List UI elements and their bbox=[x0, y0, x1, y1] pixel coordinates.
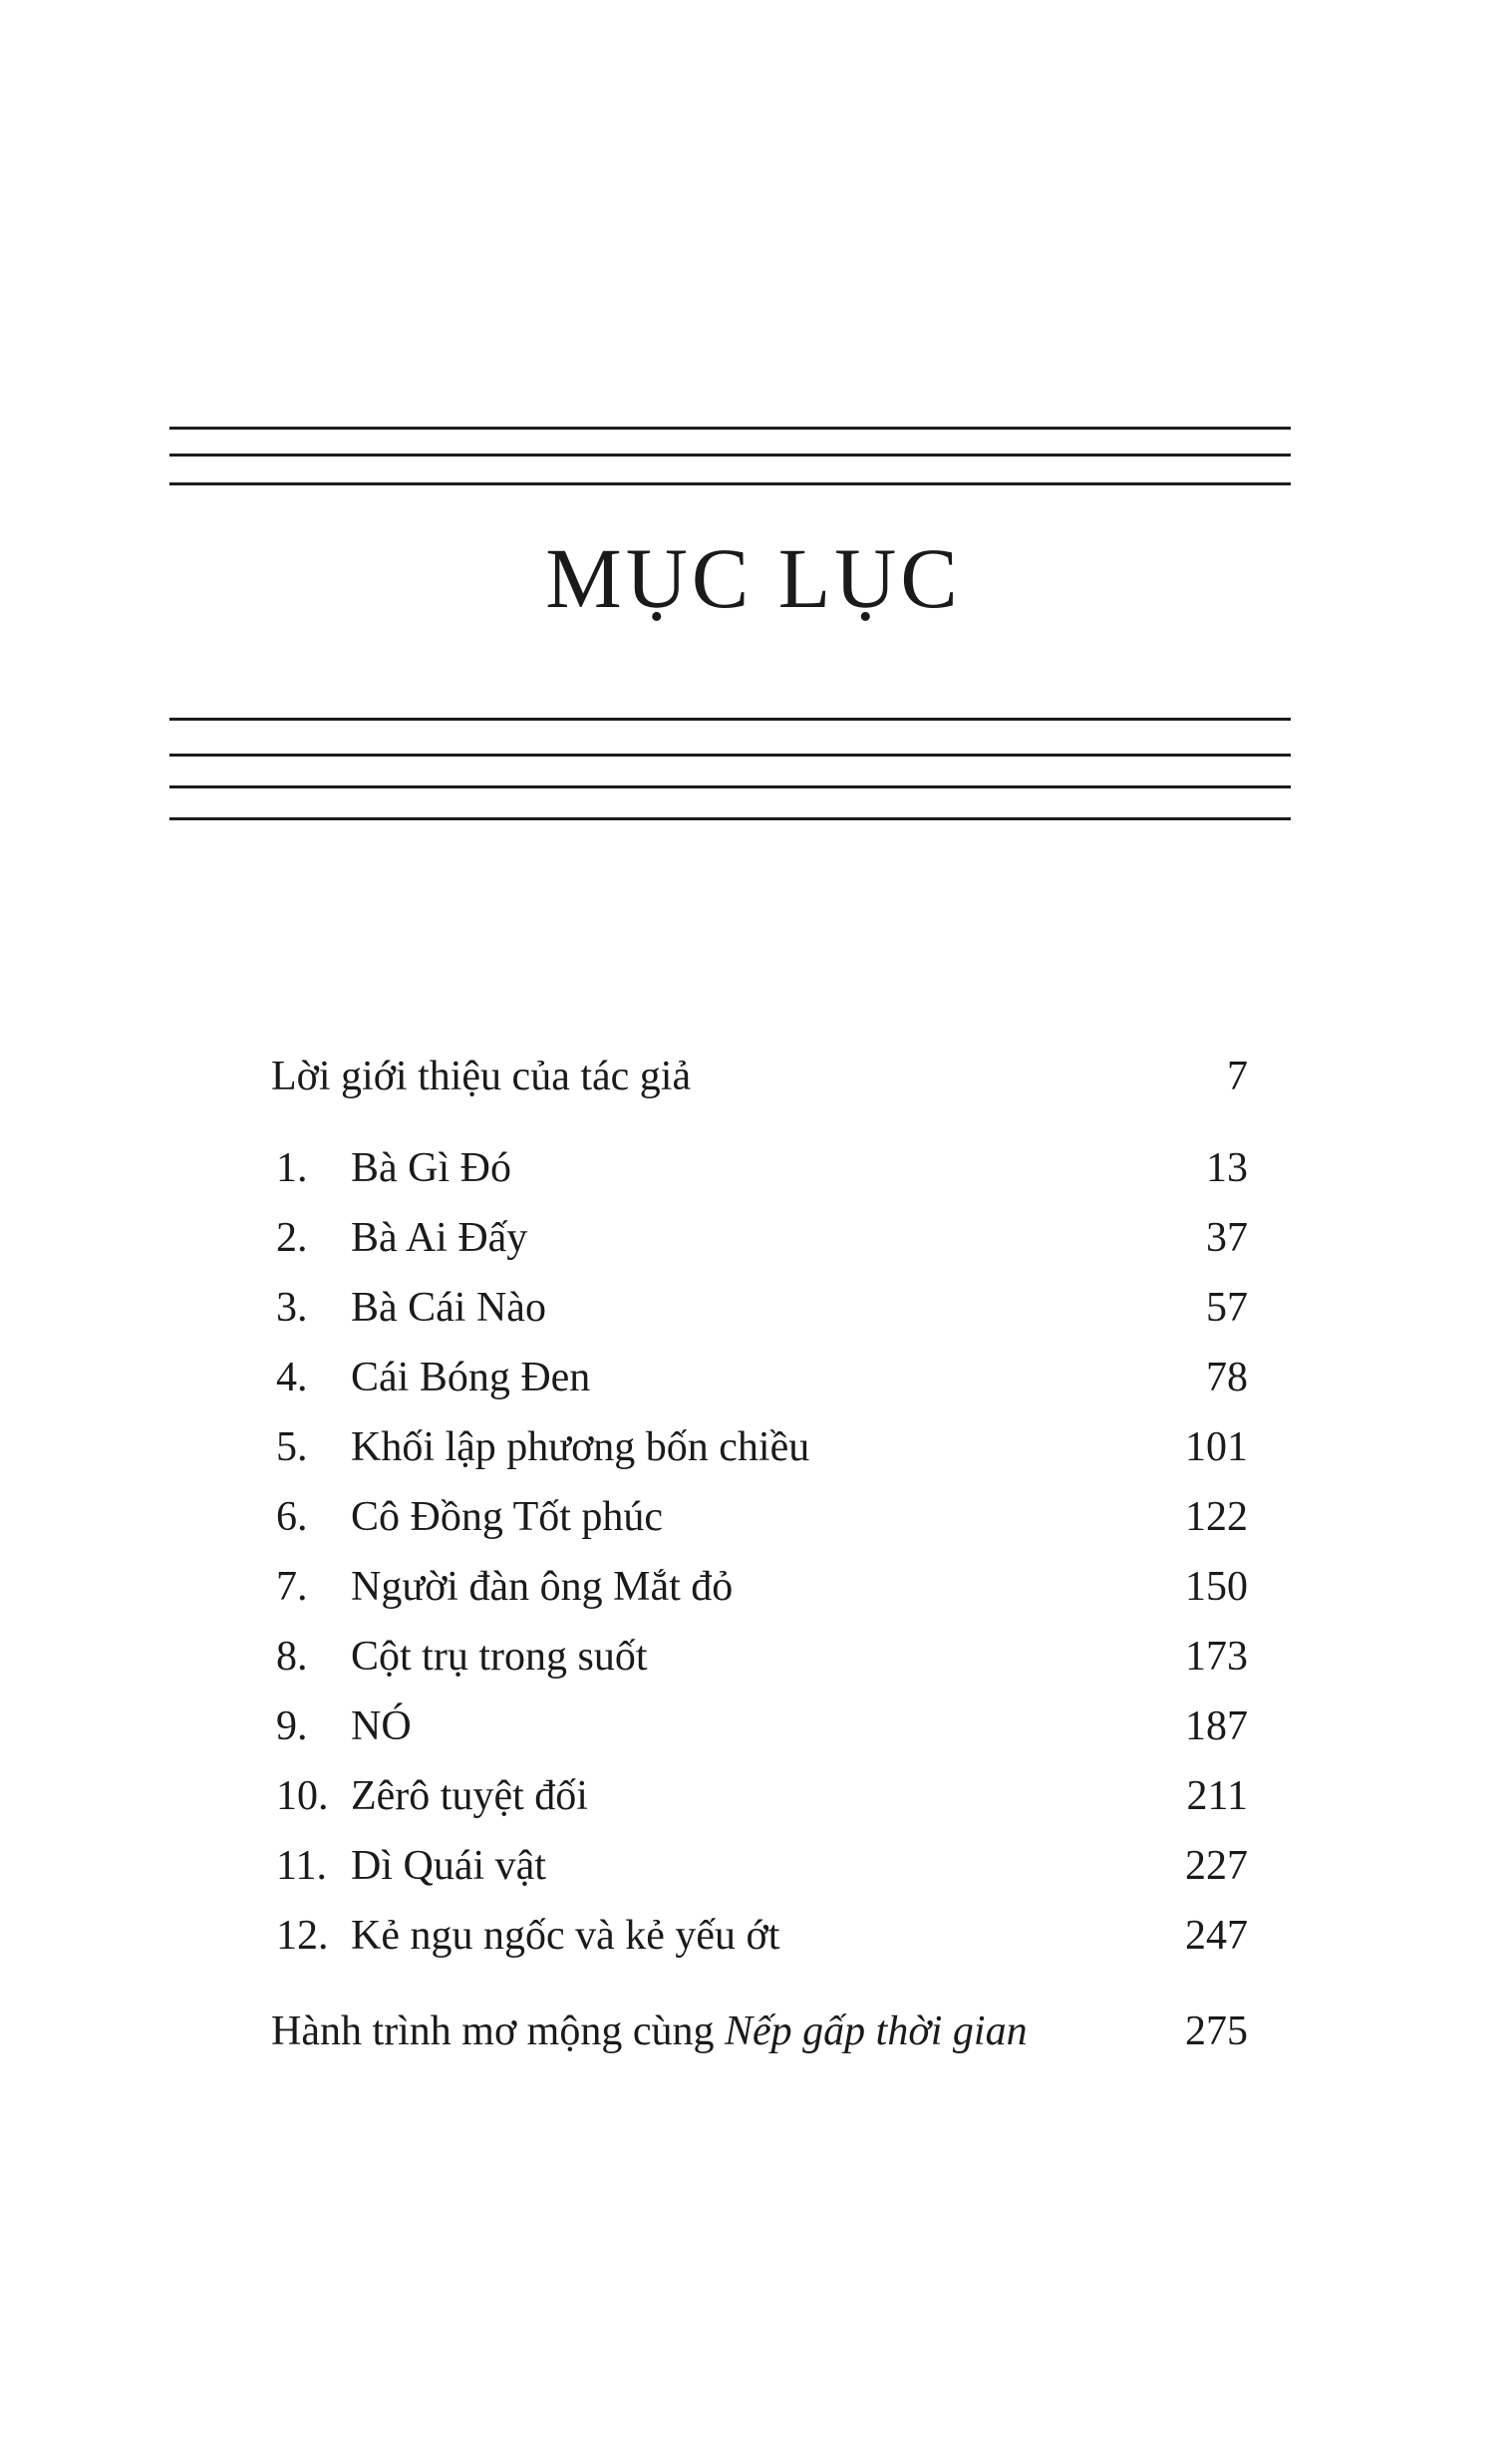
chapter-list bbox=[271, 1133, 1248, 1971]
entry-number: 7. bbox=[276, 1564, 308, 1610]
entry-number: 4. bbox=[276, 1355, 308, 1400]
top-rule-3 bbox=[169, 482, 1291, 485]
entry-page: 173 bbox=[1185, 1634, 1248, 1680]
entry-page: 275 bbox=[1185, 2008, 1248, 2054]
entry-page: 150 bbox=[1185, 1564, 1248, 1610]
entry-number: 12. bbox=[276, 1913, 329, 1959]
entry-number: 9. bbox=[276, 1703, 308, 1749]
entry-page: 78 bbox=[1206, 1355, 1248, 1400]
entry-number: 10. bbox=[276, 1773, 329, 1819]
entry-number: 3. bbox=[276, 1285, 308, 1331]
toc-entry-intro[interactable] bbox=[271, 1042, 1248, 1111]
entry-label: NÓ bbox=[351, 1703, 412, 1749]
entry-page: 187 bbox=[1185, 1703, 1248, 1749]
toc-entry-chapter[interactable] bbox=[271, 1482, 1248, 1552]
entry-page: 57 bbox=[1206, 1285, 1248, 1331]
toc-entry-chapter[interactable] bbox=[271, 1203, 1248, 1273]
entry-page: 7 bbox=[1227, 1054, 1248, 1099]
entry-number: 5. bbox=[276, 1424, 308, 1470]
entry-label: Dì Quái vật bbox=[351, 1843, 546, 1889]
bottom-rule-3 bbox=[169, 785, 1291, 788]
top-rule-2 bbox=[169, 454, 1291, 457]
entry-label: Cô Đồng Tốt phúc bbox=[351, 1494, 664, 1540]
toc-entry-chapter[interactable] bbox=[271, 1622, 1248, 1692]
entry-number: 8. bbox=[276, 1634, 308, 1680]
entry-label: Cái Bóng Đen bbox=[351, 1355, 591, 1400]
toc-entry-chapter[interactable] bbox=[271, 1761, 1248, 1831]
entry-number: 6. bbox=[276, 1494, 308, 1540]
entry-page: 37 bbox=[1206, 1215, 1248, 1261]
entry-page: 247 bbox=[1185, 1913, 1248, 1959]
entry-label: Cột trụ trong suốt bbox=[351, 1634, 648, 1680]
entry-page: 122 bbox=[1185, 1494, 1248, 1540]
entry-label: Bà Gì Đó bbox=[351, 1145, 511, 1191]
toc-entry-chapter[interactable] bbox=[271, 1552, 1248, 1622]
top-rule-1 bbox=[169, 427, 1291, 430]
toc-entry-chapter[interactable] bbox=[271, 1831, 1248, 1901]
entry-page: 13 bbox=[1206, 1145, 1248, 1191]
entry-label: Bà Ai Đấy bbox=[351, 1215, 528, 1261]
toc-entry-chapter[interactable] bbox=[271, 1412, 1248, 1482]
entry-label: Kẻ ngu ngốc và kẻ yếu ớt bbox=[351, 1913, 780, 1959]
toc-entry-chapter[interactable] bbox=[271, 1343, 1248, 1412]
entry-page: 101 bbox=[1185, 1424, 1248, 1470]
page-title: MỤC LỤC bbox=[545, 530, 962, 626]
entry-label: Lời giới thiệu của tác giả bbox=[271, 1054, 692, 1099]
entry-label: Khối lập phương bốn chiều bbox=[351, 1424, 810, 1470]
table-of-contents bbox=[271, 1042, 1248, 2066]
toc-entry-chapter[interactable] bbox=[271, 1901, 1248, 1971]
entry-label: Zêrô tuyệt đối bbox=[351, 1773, 588, 1819]
toc-entry-chapter[interactable] bbox=[271, 1692, 1248, 1761]
entry-label: Hành trình mơ mộng cùng Nếp gấp thời gian bbox=[271, 2008, 1028, 2054]
entry-number: 1. bbox=[276, 1145, 308, 1191]
entry-number: 2. bbox=[276, 1215, 308, 1261]
entry-label: Người đàn ông Mắt đỏ bbox=[351, 1564, 734, 1610]
entry-page: 227 bbox=[1185, 1843, 1248, 1889]
entry-page: 211 bbox=[1186, 1773, 1248, 1819]
bottom-rule-4 bbox=[169, 817, 1291, 820]
bottom-rule-2 bbox=[169, 754, 1291, 757]
toc-entry-afterword[interactable] bbox=[271, 1997, 1248, 2066]
entry-number: 11. bbox=[276, 1843, 327, 1889]
entry-label: Bà Cái Nào bbox=[351, 1285, 546, 1331]
toc-entry-chapter[interactable] bbox=[271, 1133, 1248, 1203]
toc-entry-chapter[interactable] bbox=[271, 1273, 1248, 1343]
bottom-rule-1 bbox=[169, 718, 1291, 721]
